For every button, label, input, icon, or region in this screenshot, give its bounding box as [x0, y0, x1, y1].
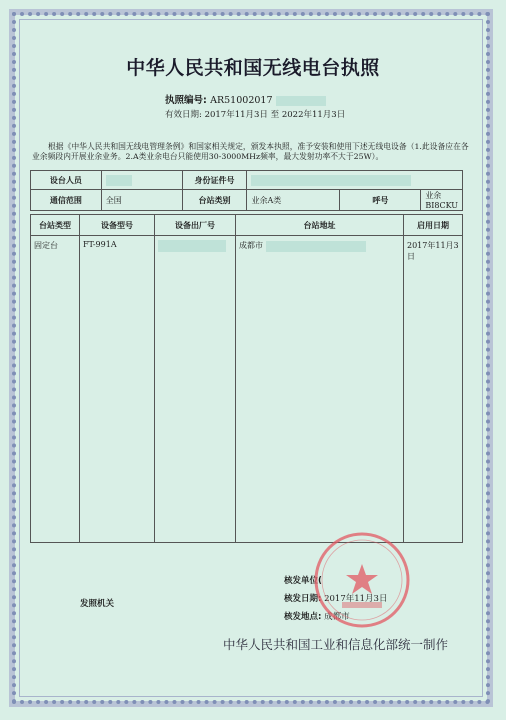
- license-number-value: AR51002017: [210, 95, 273, 106]
- id-value: [247, 171, 463, 190]
- approve-place-value: 成都市: [324, 612, 350, 622]
- approve-date-label: 核发日期:: [284, 594, 322, 604]
- col-header-station-type: 台站类型: [31, 215, 80, 236]
- cell-start-date: 2017年11月3日: [404, 236, 463, 543]
- issuer-label: 发照机关: [80, 599, 115, 609]
- range-value: 全国: [101, 190, 182, 211]
- license-paragraph: 根据《中华人民共和国无线电管理条例》和国家相关规定，颁发本执照，准予安装和使用下述无线电设备（1.此设备应在各业余频段内开展业余业务。2.A类业余电台只能使用30-3000MHz频率，最大发射功率不大于25W）。: [32, 142, 469, 162]
- approve-unit-label: 核发单位(: [284, 576, 322, 586]
- range-label: 通信范围: [31, 190, 102, 211]
- callsign-value: 业余BI8CKU: [421, 190, 463, 211]
- col-header-address: 台站地址: [236, 215, 404, 236]
- official-seal: [312, 530, 412, 630]
- col-header-model: 设备型号: [80, 215, 155, 236]
- table-row: [31, 236, 463, 543]
- redacted-block: [106, 175, 132, 186]
- valid-separator: 至: [270, 110, 280, 120]
- approve-place-label: 核发地点:: [284, 612, 322, 622]
- callsign-label: 呼号: [340, 190, 421, 211]
- license-number-label: 执照编号:: [165, 95, 207, 106]
- holder-info-table: [30, 170, 463, 211]
- redacted-block: [158, 240, 226, 252]
- col-header-start-date: 启用日期: [404, 215, 463, 236]
- setter-value: [101, 171, 182, 190]
- cell-address-text: 成都市: [239, 241, 263, 250]
- valid-to: 2022年11月3日: [281, 110, 346, 120]
- col-header-serial: 设备出厂号: [155, 215, 236, 236]
- cell-station-type: 固定台: [31, 236, 80, 543]
- cell-model: FT-991A: [80, 236, 155, 543]
- cell-serial: [155, 236, 236, 543]
- redacted-block: [251, 175, 411, 186]
- footer-issuer: 中华人民共和国工业和信息化部统一制作: [222, 637, 448, 652]
- redacted-block: [276, 96, 326, 106]
- station-category-label: 台站类别: [182, 190, 247, 211]
- station-table: [30, 214, 463, 543]
- id-label: 身份证件号: [182, 171, 247, 190]
- valid-from: 2017年11月3日: [204, 110, 268, 120]
- cell-address: [236, 236, 404, 543]
- license-number-line: [165, 92, 326, 106]
- redacted-block: [266, 241, 366, 252]
- document-title: 中华人民共和国无线电台执照: [126, 57, 380, 79]
- valid-date-label: 有效日期:: [165, 110, 202, 120]
- setter-label: 设台人员: [31, 171, 102, 190]
- station-category-value: 业余A类: [247, 190, 340, 211]
- approve-date-value: 2017年11月3日: [324, 594, 388, 604]
- valid-date-line: [165, 108, 345, 120]
